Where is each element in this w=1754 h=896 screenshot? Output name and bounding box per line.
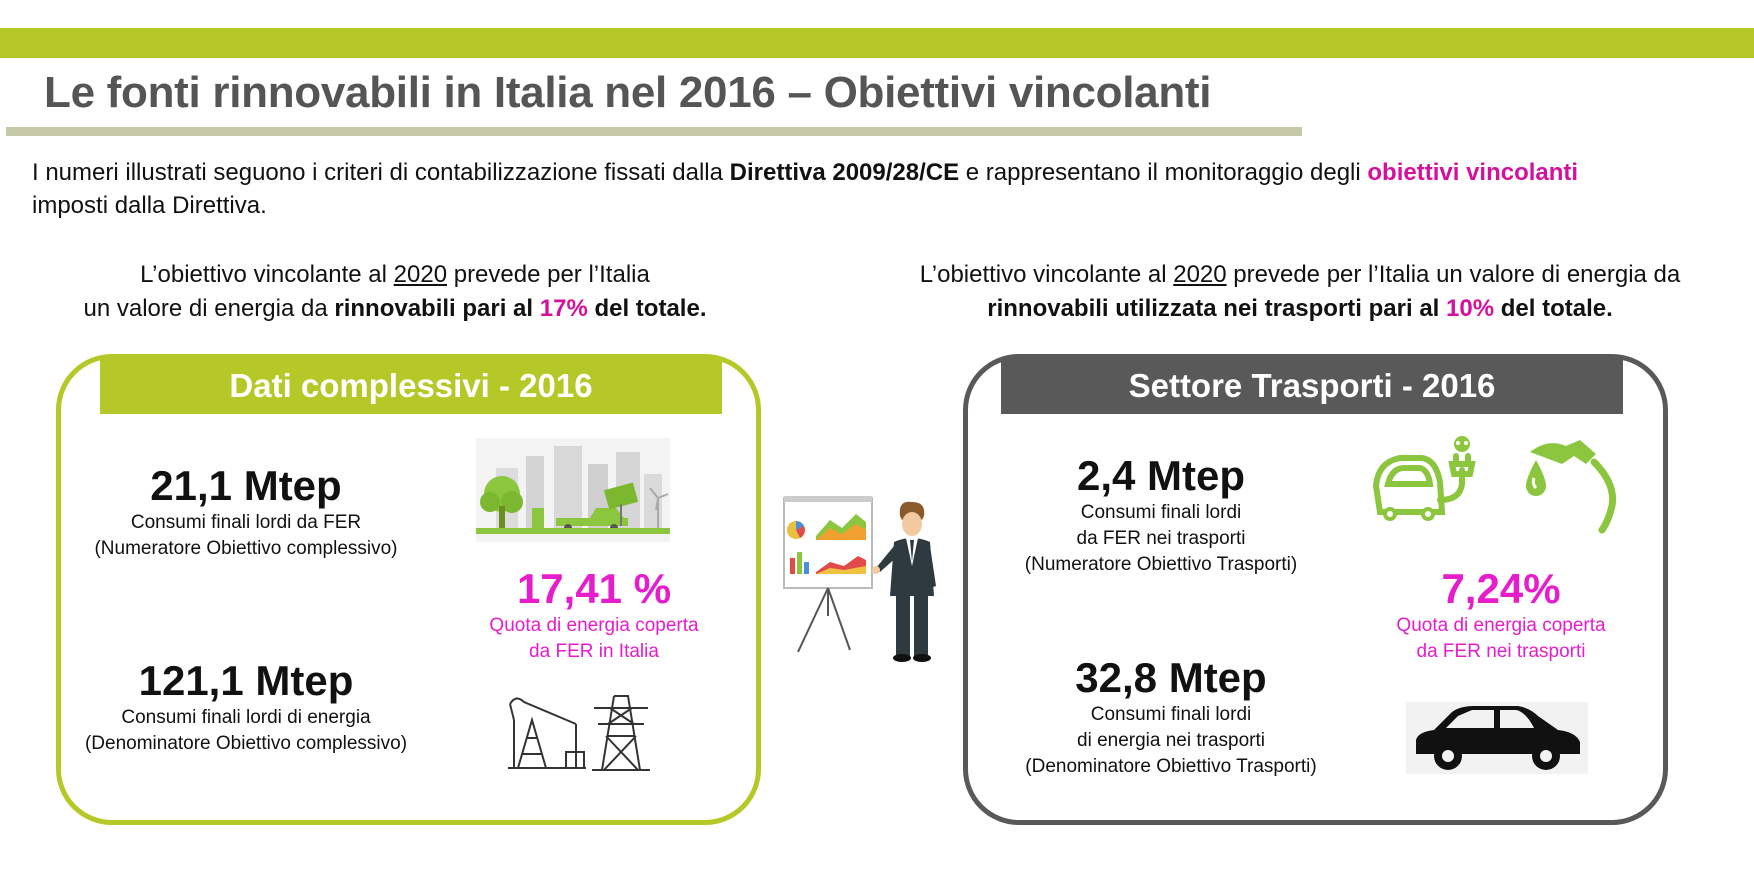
right-numerator-desc1: Consumi finali lordi: [1080, 502, 1242, 523]
goal-right-year: 2020: [1173, 261, 1227, 288]
right-quota: [1376, 565, 1626, 665]
goal-right-l2bold: rinnovabili utilizzata nei trasporti pari al: [987, 295, 1447, 322]
left-numerator-value: 21,1 Mtep: [150, 462, 342, 509]
right-denominator-desc3: (Denominatore Obiettivo Trasporti): [1025, 756, 1317, 777]
left-quota: [464, 565, 724, 665]
goal-right-text: [880, 258, 1720, 326]
goal-left-text: [60, 258, 730, 326]
right-numerator-value: 2,4 Mtep: [1076, 452, 1246, 499]
goal-left-l1b: prevede per l’Italia: [447, 261, 650, 288]
green-city-icon: [476, 438, 670, 542]
page-title: Le fonti rinnovabili in Italia nel 2016 – Obiettivi vincolanti: [44, 68, 1212, 117]
intro-part2: e rappresentano il monitoraggio degli: [959, 159, 1368, 186]
intro-part3: imposti dalla Direttiva.: [32, 192, 267, 219]
title-underline: [6, 127, 1302, 136]
oil-pump-icon: [506, 690, 588, 770]
goal-right-l1a: L’obiettivo vincolante al: [919, 261, 1174, 288]
goal-right-pct: 10%: [1446, 295, 1495, 322]
goal-left-l2a: un valore di energia da: [83, 295, 335, 322]
right-denominator-desc2: di energia nei trasporti: [1077, 730, 1265, 751]
intro-directive: Direttiva 2009/28/CE: [729, 159, 960, 186]
right-denominator: [1001, 654, 1341, 780]
right-numerator-desc2: da FER nei trasporti: [1076, 528, 1246, 549]
right-quota-value: 7,24%: [1441, 565, 1561, 612]
left-numerator: [66, 462, 426, 562]
left-denominator: [66, 657, 426, 757]
left-numerator-desc2: (Numeratore Obiettivo complessivo): [94, 538, 398, 559]
panel-trasporti-header: Settore Trasporti - 2016: [1001, 358, 1623, 414]
right-numerator-desc3: (Numeratore Obiettivo Trasporti): [1024, 554, 1298, 575]
left-denominator-desc1: Consumi finali lordi di energia: [121, 707, 371, 728]
right-numerator: [1001, 452, 1321, 578]
right-denominator-value: 32,8 Mtep: [1075, 654, 1267, 701]
left-denominator-value: 121,1 Mtep: [138, 657, 354, 704]
intro-highlight: obiettivi vincolanti: [1367, 159, 1579, 186]
presenter-icon: [780, 496, 940, 666]
left-denominator-desc2: (Denominatore Obiettivo complessivo): [84, 733, 408, 754]
right-quota-desc2: da FER nei trasporti: [1416, 641, 1586, 662]
goal-left-l2end: del totale.: [587, 295, 707, 322]
goal-right-l2end: del totale.: [1494, 295, 1613, 322]
left-quota-desc2: da FER in Italia: [529, 641, 659, 662]
car-icon: [1406, 702, 1588, 774]
left-quota-desc1: Quota di energia coperta: [489, 615, 699, 636]
left-numerator-desc1: Consumi finali lordi da FER: [130, 512, 362, 533]
fuel-nozzle-icon: [1516, 434, 1622, 534]
power-pylon-icon: [590, 694, 652, 772]
goal-left-l2bold: rinnovabili pari al: [334, 295, 540, 322]
goal-right-l1b: prevede per l’Italia un valore di energia da: [1226, 261, 1681, 288]
goal-left-year: 2020: [393, 261, 448, 288]
left-quota-value: 17,41 %: [516, 565, 672, 612]
electric-car-icon: [1370, 434, 1482, 526]
right-denominator-desc1: Consumi finali lordi: [1090, 704, 1252, 725]
right-quota-desc1: Quota di energia coperta: [1396, 615, 1606, 636]
goal-left-pct: 17%: [539, 295, 588, 322]
intro-text: [32, 156, 1732, 222]
intro-part1: I numeri illustrati seguono i criteri di contabilizzazione fissati dalla: [32, 159, 730, 186]
top-accent-bar: [0, 28, 1754, 58]
panel-complessivi-header: Dati complessivi - 2016: [100, 358, 722, 414]
goal-left-l1a: L’obiettivo vincolante al: [140, 261, 394, 288]
